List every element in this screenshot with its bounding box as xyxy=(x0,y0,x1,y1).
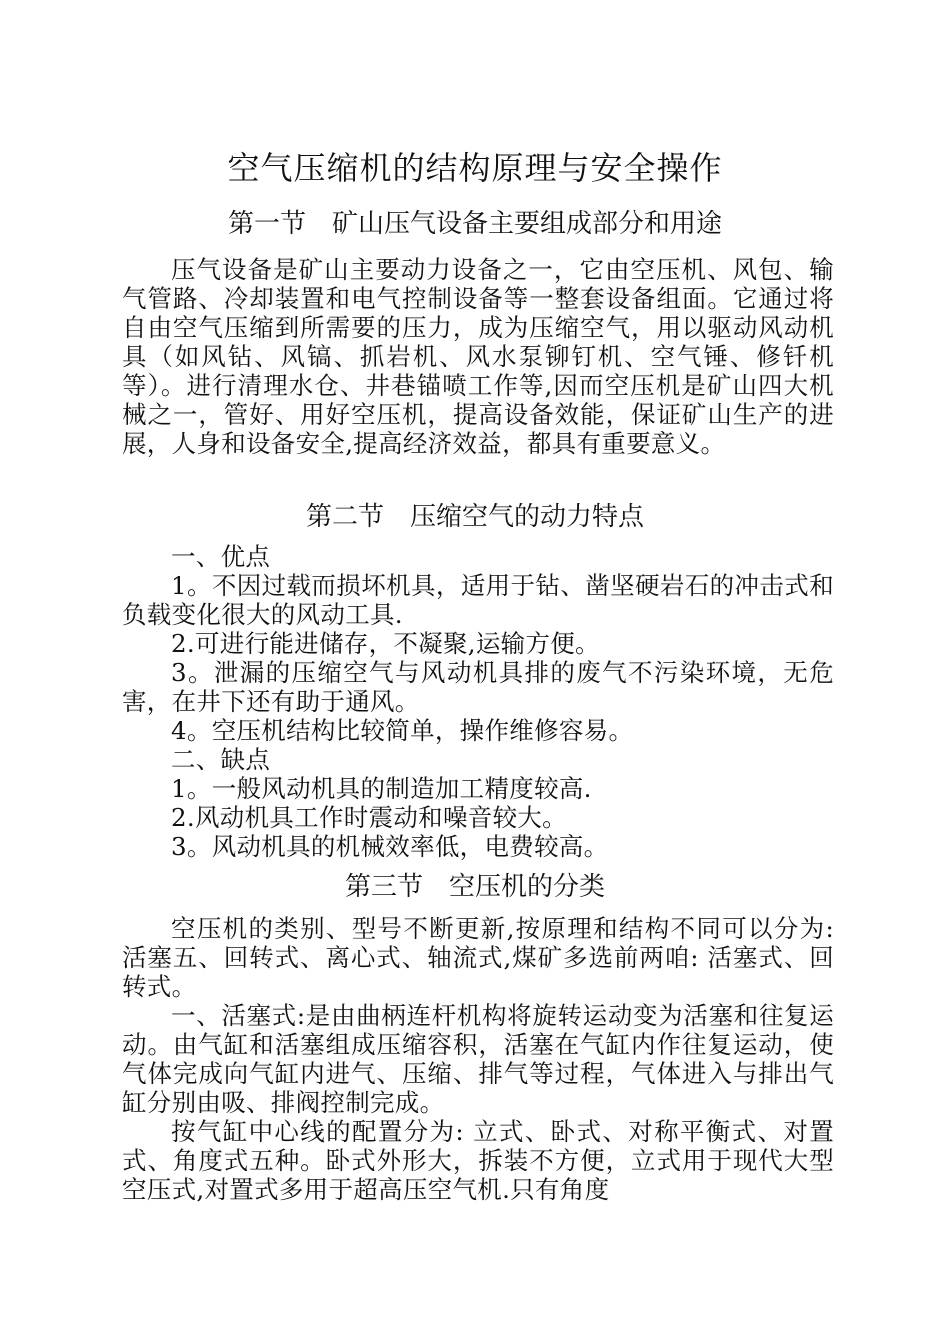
section-1-paragraph: 压气设备是矿山主要动力设备之一，它由空压机、风包、输气管路、冷却装置和电气控制设备等一整套设备组面。它通过将自由空气压缩到所需要的压力，成为压缩空气，用以驱动风动机具（如风钻、风镐、抓岩机、风水泵铆钉机、空气锤、修钎机等）。进行清理水仓、井巷锚喷工作等,因而空压机是矿山四大机械之一，管好、用好空压机，提高设备效能，保证矿山生产的进展，人身和设备安全,提高经济效益，都具有重要意义。 xyxy=(122,255,834,458)
disadvantage-item-2: 2.风动机具工作时震动和噪音较大。 xyxy=(171,803,567,832)
section-1-heading: 第一节 矿山压气设备主要组成部分和用途 xyxy=(227,209,722,239)
section-3-heading: 第三节 空压机的分类 xyxy=(344,872,605,902)
advantage-item-1: 1。不因过载而损坏机具，适用于钻、凿坚硬岩石的冲击式和负载变化很大的风动工具. xyxy=(122,571,834,629)
document-title: 空气压缩机的结构原理与安全操作 xyxy=(227,149,723,187)
section-3-paragraph-3: 按气缸中心线的配置分为: 立式、卧式、对称平衡式、对置式、角度式五种。卧式外形大，拆装不方便，立式用于现代大型空压式,对置式多用于超高压空气机.只有角度 xyxy=(122,1117,834,1204)
advantage-item-4: 4。空压机结构比较简单，操作维修容易。 xyxy=(171,716,634,745)
disadvantages-title: 二、缺点 xyxy=(171,745,271,774)
advantages-title: 一、优点 xyxy=(171,542,271,571)
section-3-paragraph-2: 一、活塞式:是由曲柄连杆机构将旋转运动变为活塞和往复运动。由气缸和活塞组成压缩容积，活塞在气缸内作往复运动，使气体完成向气缸内进气、压缩、排气等过程，气体进入与排出气缸分别由吸、排阀控制完成。 xyxy=(122,1001,834,1117)
section-3-paragraph-1: 空压机的类别、型号不断更新,按原理和结构不同可以分为: 活塞五、回转式、离心式、轴流式,煤矿多选前两咱: 活塞式、回转式。 xyxy=(122,914,834,1001)
advantage-item-3: 3。泄漏的压缩空气与风动机具排的废气不污染环境，无危害，在井下还有助于通风。 xyxy=(122,658,834,716)
section-2-heading: 第二节 压缩空气的动力特点 xyxy=(305,502,644,532)
disadvantage-item-3: 3。风动机具的机械效率低，电费较高。 xyxy=(171,832,609,861)
advantage-item-2: 2.可进行能进储存，不凝聚,运输方便。 xyxy=(171,629,600,658)
disadvantage-item-1: 1。一般风动机具的制造加工精度较高. xyxy=(171,774,592,803)
